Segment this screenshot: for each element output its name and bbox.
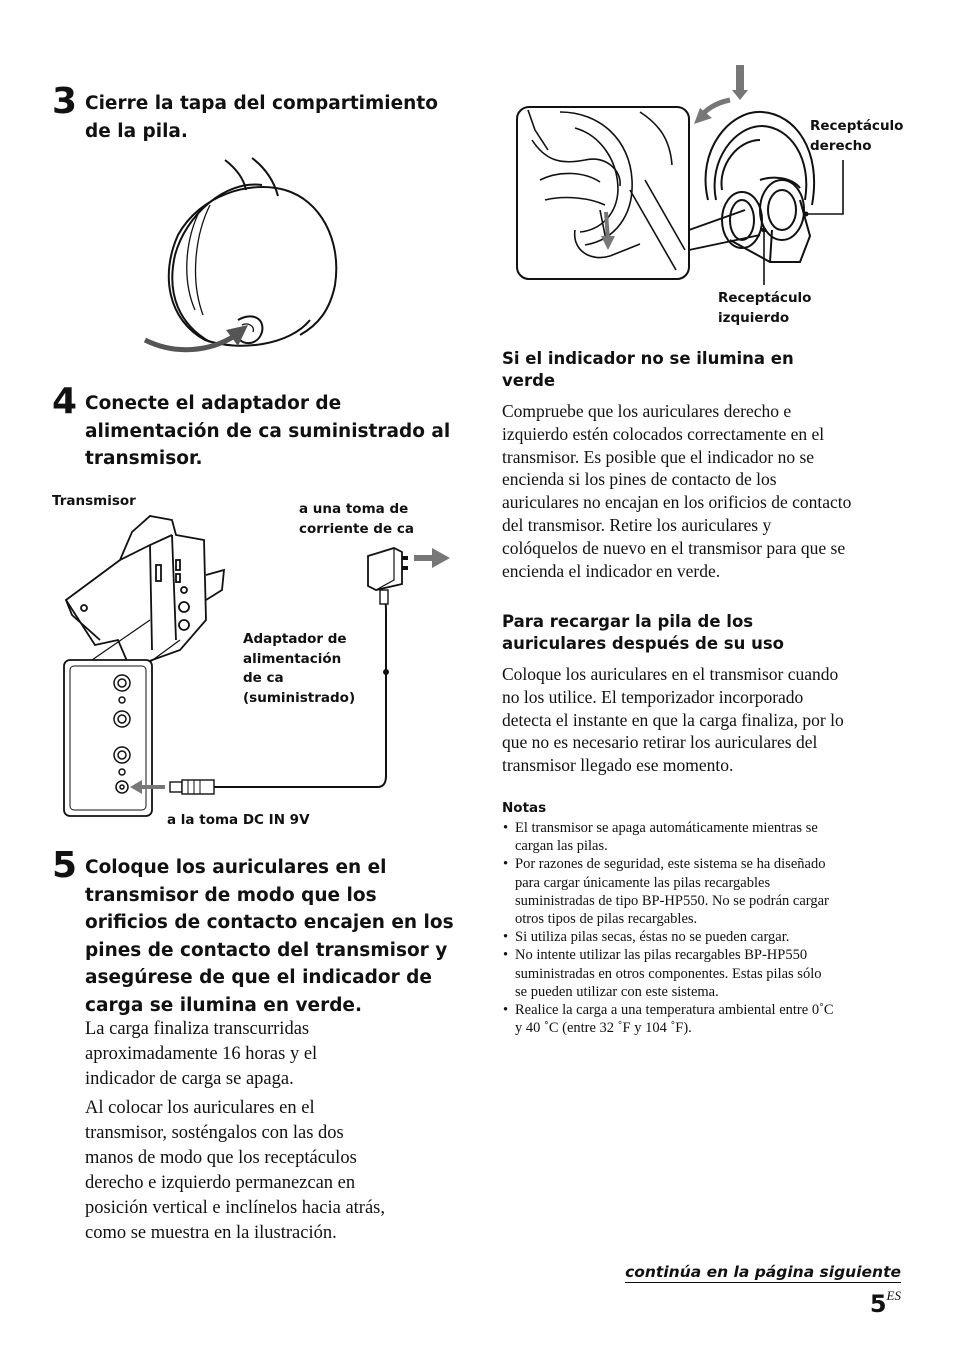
- continued-next-page: continúa en la página siguiente: [625, 1263, 901, 1281]
- step-5-paragraph-1: La carga finaliza transcurridas aproximadamente 16 horas y el indicador de carga se apaga.: [85, 1019, 318, 1089]
- recharge-heading: Para recargar la pila de los auriculares después de su uso: [502, 612, 784, 653]
- indicator-body: Compruebe que los auriculares derecho e izquierdo estén colocados correctamente en el transmisor. Es posible que el indicador no se encienda si los pines de contacto de los auriculares no encajan en los orificios de contacto del transmisor. Retire los auriculares y colóquelos de nuevo en el transmisor para que se encienda el indicador en verde.: [502, 401, 852, 581]
- label-dc-in: a la toma DC IN 9V: [167, 812, 310, 828]
- note-item: • El transmisor se apaga automáticamente mientras se cargan las pilas.: [502, 819, 922, 855]
- indicator-heading: Si el indicador no se ilumina en verde: [502, 349, 794, 390]
- step-5-paragraph-2: Al colocar los auriculares en el transmisor, sosténgalos con las dos manos de modo que los receptáculos derecho e izquierdo permanezcan en posición vertical e inclínelos hacia atrás, como se muestra en la ilustración.: [85, 1098, 385, 1243]
- note-item: • Si utiliza pilas secas, éstas no se pueden cargar.: [502, 928, 922, 946]
- label-transmitter: Transmisor: [52, 493, 136, 509]
- recharge-body: Coloque los auriculares en el transmisor cuando no los utilice. El temporizador incorporado detecta el instante en que la carga finaliza, por lo que no es necesario retirar los auriculares del transmisor llegado ese momento.: [502, 664, 844, 776]
- note-item: • No intente utilizar las pilas recargables BP-HP550 suministradas en otros componentes. Estas pilas sólo se pueden utilizar con este sistema.: [502, 946, 922, 1001]
- step-4-heading: Conecte el adaptador de alimentación de ca suministrado al transmisor.: [85, 393, 451, 469]
- notes-list: [502, 819, 922, 1037]
- label-ac-outlet: a una toma de corriente de ca: [299, 501, 414, 537]
- label-right-receptacle: Receptáculo derecho: [810, 118, 904, 154]
- label-left-receptacle: Receptáculo izquierdo: [718, 290, 812, 326]
- label-ac-adapter: Adaptador de alimentación de ca (suministrado): [243, 631, 356, 706]
- note-item: • Por razones de seguridad, este sistema se ha diseñado para cargar únicamente las pilas recargables suministradas de tipo BP-HP550. No se podrán cargar otros tipos de pilas recargables.: [502, 855, 922, 928]
- step-5-heading: Coloque los auriculares en el transmisor de modo que los orificios de contacto encajen en los pines de contacto del transmisor y asegúrese de que el indicador de carga se ilumina en verde.: [85, 857, 454, 1016]
- step-4-number: 4: [52, 381, 78, 422]
- notes-title: Notas: [502, 800, 547, 816]
- page-number: $5^{ES}$: [869, 1287, 901, 1318]
- step-5-number: 5: [52, 845, 78, 886]
- note-item: • Realice la carga a una temperatura ambiental entre 0˚C y 40 ˚C (entre 32 ˚F y 104 ˚F).: [502, 1001, 922, 1037]
- step-3-heading: Cierre la tapa del compartimiento de la pila.: [85, 93, 438, 142]
- step-3-number: 3: [52, 81, 78, 122]
